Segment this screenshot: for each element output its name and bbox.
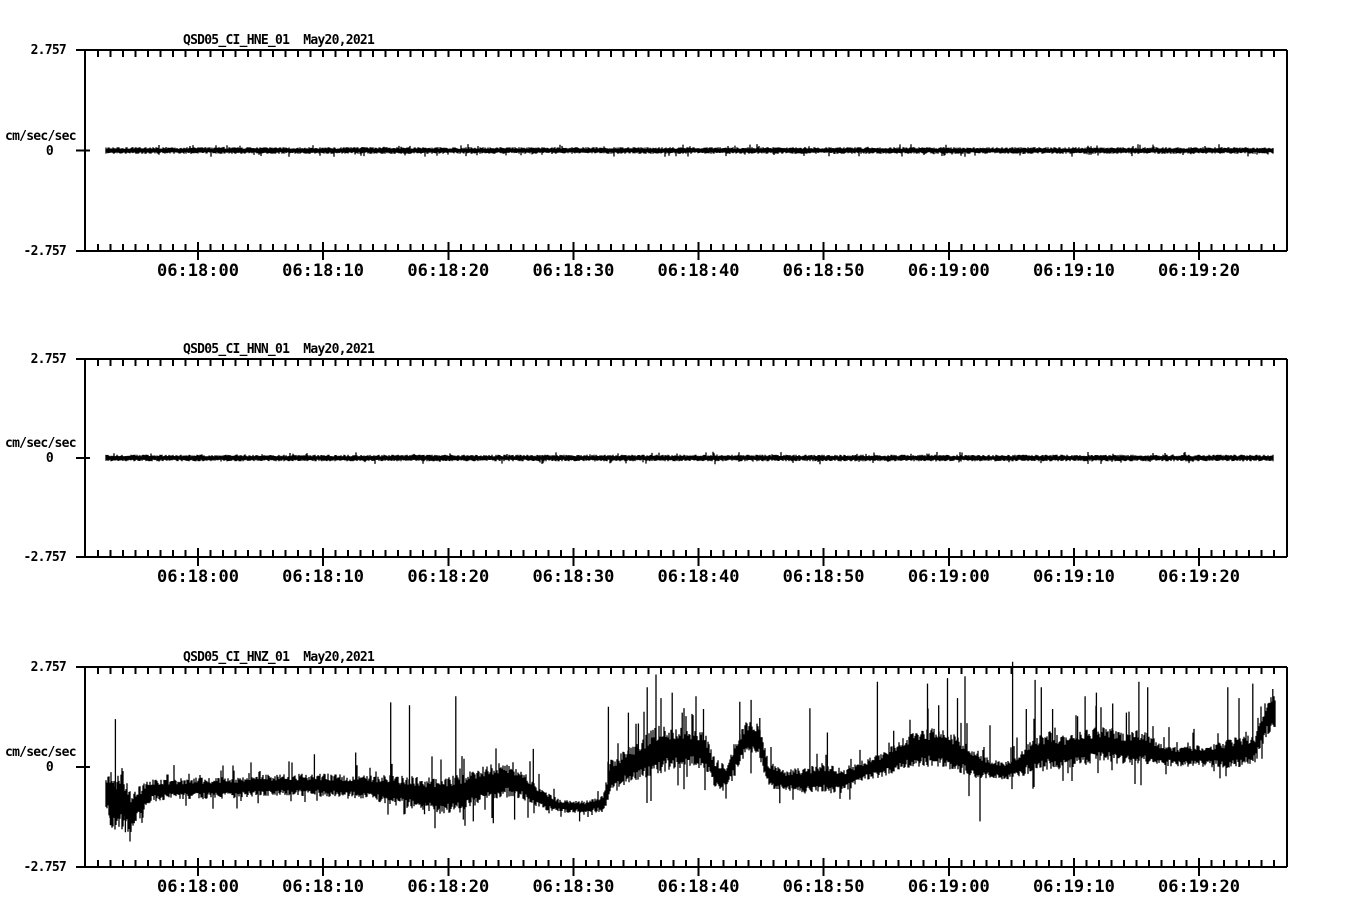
- x-tick-label: 06:19:10: [1032, 877, 1115, 897]
- plot-title: QSD05_CI_HNN_01 May20,2021: [183, 342, 375, 357]
- x-tick-label: 06:18:30: [532, 877, 615, 897]
- x-axis-tick-labels: [0, 879, 1358, 899]
- plot-title: QSD05_CI_HNE_01 May20,2021: [183, 33, 375, 48]
- x-tick-label: 06:18:40: [657, 261, 740, 281]
- y-axis-zero-label: 0: [45, 451, 53, 466]
- x-tick-label: 06:18:30: [532, 261, 615, 281]
- waveform-trace: [106, 662, 1275, 842]
- x-tick-label: 06:18:20: [407, 567, 490, 587]
- x-axis-tick-labels: [0, 569, 1358, 589]
- x-tick-label: 06:19:20: [1158, 261, 1240, 281]
- x-tick-label: 06:19:00: [907, 567, 990, 587]
- waveform-trace: [106, 452, 1273, 464]
- x-tick-label: 06:18:50: [782, 877, 865, 897]
- x-tick-label: 06:18:10: [282, 877, 365, 897]
- axis-frame: [76, 667, 1287, 867]
- x-tick-label: 06:18:00: [157, 877, 239, 897]
- y-axis-min-label: -2.757: [23, 550, 66, 565]
- y-axis-zero-label: 0: [45, 760, 53, 775]
- y-axis-zero-label: 0: [45, 143, 53, 159]
- x-tick-label: 06:19:00: [907, 261, 990, 281]
- x-tick-label: 06:18:20: [407, 877, 490, 897]
- x-tick-label: 06:18:50: [782, 261, 865, 281]
- x-tick-label: 06:18:00: [157, 261, 239, 281]
- x-tick-label: 06:18:30: [532, 567, 615, 587]
- plot-title: QSD05_CI_HNZ_01 May20,2021: [183, 650, 375, 665]
- plot-3-group: [76, 662, 1287, 876]
- x-tick-label: 06:18:40: [657, 877, 740, 897]
- x-tick-label: 06:18:40: [657, 567, 740, 587]
- x-tick-label: 06:18:00: [157, 567, 239, 587]
- y-axis-unit-label: cm/sec/sec: [5, 436, 76, 451]
- y-axis-min-label: -2.757: [23, 860, 66, 875]
- y-axis-max-label: 2.757: [30, 352, 66, 367]
- y-axis-unit-label: cm/sec/sec: [5, 128, 76, 144]
- y-axis-min-label: -2.757: [23, 244, 66, 259]
- x-tick-label: 06:19:10: [1032, 567, 1115, 587]
- y-axis-max-label: 2.757: [30, 43, 66, 58]
- x-tick-label: 06:18:10: [282, 567, 365, 587]
- x-tick-label: 06:18:20: [407, 261, 490, 281]
- plot-2-group: [76, 359, 1287, 566]
- x-tick-label: 06:18:10: [282, 261, 365, 281]
- y-axis-max-label: 2.757: [30, 660, 66, 675]
- x-tick-label: 06:19:00: [907, 877, 990, 897]
- x-tick-label: 06:18:50: [782, 567, 865, 587]
- y-axis-unit-label: cm/sec/sec: [5, 745, 76, 760]
- waveform-trace: [106, 144, 1273, 157]
- x-tick-label: 06:19:10: [1032, 261, 1115, 281]
- x-tick-label: 06:19:20: [1158, 567, 1240, 587]
- plot-1-group: [76, 50, 1287, 260]
- x-tick-label: 06:19:20: [1158, 877, 1240, 897]
- x-axis-tick-labels: [0, 263, 1358, 283]
